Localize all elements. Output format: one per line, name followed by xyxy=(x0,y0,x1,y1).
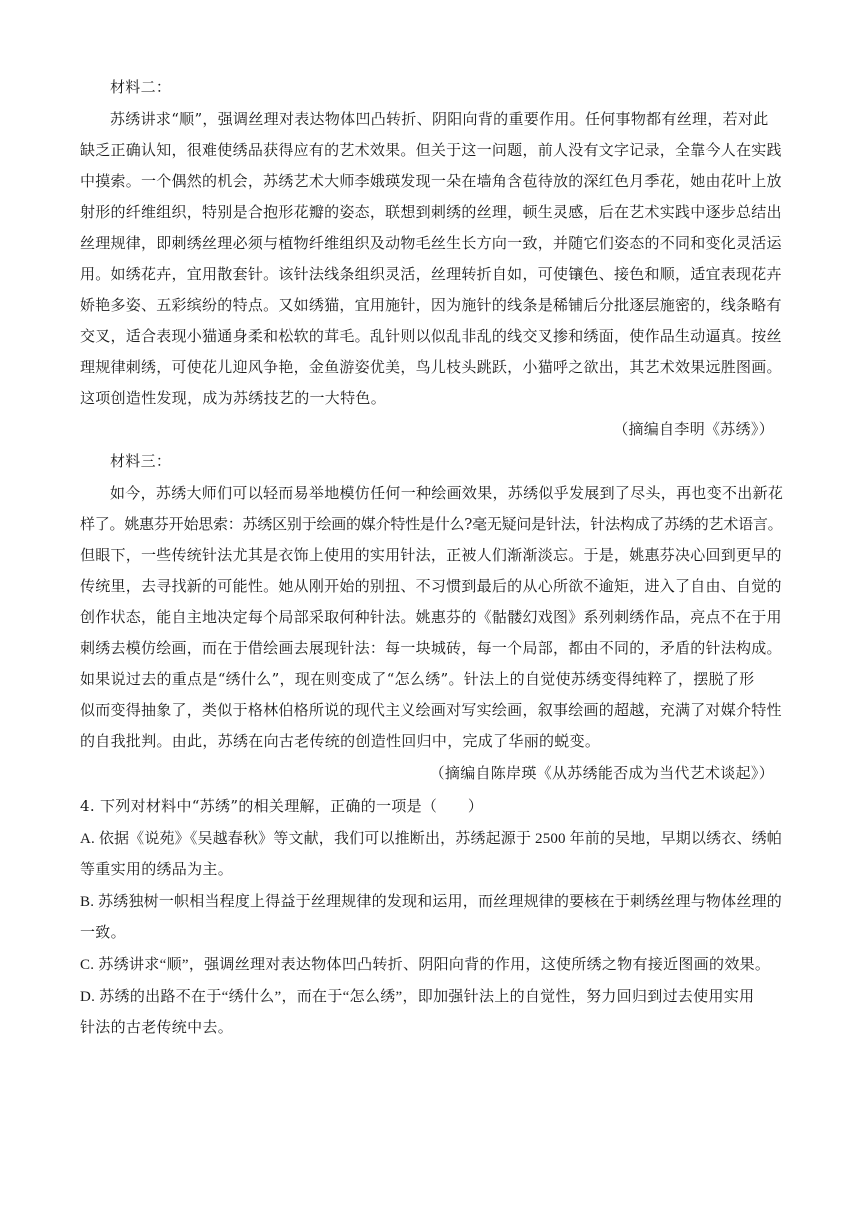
material-2-paragraph-line: 缺乏正确认知，很难使绣品获得应有的艺术效果。但关于这一问题，前人没有文字记录，全靠今人在实践 xyxy=(80,141,782,159)
material-2-heading: 材料二： xyxy=(110,78,172,96)
material-3-paragraph-line: 传统里，去寻找新的可能性。她从刚开始的别扭、不习惯到最后的从心所欲不逾矩，进入了自由、自觉的 xyxy=(80,577,782,595)
option-c-line: C. 苏绣讲求“顺”，强调丝理对表达物体凹凸转折、阴阳向背的作用，这使所绣之物有接近图画的效果。 xyxy=(80,957,771,973)
material-3-paragraph-line: 但眼下，一些传统针法尤其是衣饰上使用的实用针法，正被人们渐渐淡忘。于是，姚惠芬决心回到更早的 xyxy=(80,546,782,564)
material-3-paragraph-line: 创作状态，能自主地决定每个局部采取何种针法。姚惠芬的《骷髅幻戏图》系列刺绣作品，亮点不在于用 xyxy=(80,608,782,626)
material-3-paragraph-line: 如今，苏绣大师们可以轻而易举地模仿任何一种绘画效果，苏绣似乎发展到了尽头，再也变不出新花 xyxy=(110,484,784,502)
material-2-paragraph-line: 娇艳多姿、五彩缤纷的特点。又如绣猫，宜用施针，因为施针的线条是稀铺后分批逐层施密的，线条略有 xyxy=(80,296,782,314)
option-a-line: A. 依据《说苑》《吴越春秋》等文献，我们可以推断出，苏绣起源于 2500 年前的吴地，早期以绣衣、绣帕 xyxy=(80,831,782,847)
option-a-line: 等重实用的绣品为主。 xyxy=(80,862,234,878)
option-d-line: D. 苏绣的出路不在于“绣什么”，而在于“怎么绣”，即加强针法上的自觉性，努力回归到过去使用实用 xyxy=(80,989,755,1005)
material-2-paragraph-line: 射形的纤维组织，特别是合抱形花瓣的姿态，联想到刺绣的丝理，顿生灵感，后在艺术实践中逐步总结出 xyxy=(80,203,782,221)
option-b-line: 一致。 xyxy=(80,925,126,941)
material-3-paragraph-line: 似而变得抽象了，类似于格林伯格所说的现代主义绘画对写实绘画，叙事绘画的超越，充满了对媒介特性 xyxy=(80,701,782,719)
option-d-line: 针法的古老传统中去。 xyxy=(80,1020,234,1036)
material-3-paragraph-line: 样了。姚惠芬开始思索：苏绣区别于绘画的媒介特性是什么?毫无疑问是针法，针法构成了苏绣的艺术语言。 xyxy=(80,515,783,533)
material-2-paragraph-line: 理规律刺绣，可使花儿迎风争艳，金鱼游姿优美，鸟儿枝头跳跃，小猫呼之欲出，其艺术效果远胜图画。 xyxy=(80,358,782,376)
material-3-paragraph-line: 的自我批判。由此，苏绣在向古老传统的创造性回归中，完成了华丽的蜕变。 xyxy=(80,732,601,750)
question-stem: 4. 下列对材料中“苏绣”的相关理解，正确的一项是（ ） xyxy=(80,797,484,815)
material-2-paragraph-line: 中摸索。一个偶然的机会，苏绣艺术大师李娥瑛发现一朵在墙角含苞待放的深红色月季花，她由花叶上放 xyxy=(80,172,782,190)
material-2-paragraph-line: 交叉，适合表现小猫通身柔和松软的茸毛。乱针则以似乱非乱的线交叉掺和绣面，使作品生动逼真。按丝 xyxy=(80,327,782,345)
material-3-source: （摘编自陈岸瑛《从苏绣能否成为当代艺术谈起》） xyxy=(429,764,774,782)
material-3-heading: 材料三： xyxy=(110,452,172,470)
material-2-paragraph-line: 苏绣讲求“顺”，强调丝理对表达物体凹凸转折、阴阳向背的重要作用。任何事物都有丝理，若对此 xyxy=(110,110,769,128)
option-b-line: B. 苏绣独树一帜相当程度上得益于丝理规律的发现和运用，而丝理规律的要核在于刺绣丝理与物体丝理的 xyxy=(80,894,782,910)
material-2-paragraph-line: 这项创造性发现，成为苏绣技艺的一大特色。 xyxy=(80,389,387,407)
material-2-paragraph-line: 丝理规律，即刺绣丝理必须与植物纤维组织及动物毛丝生长方向一致，并随它们姿态的不同和变化灵活运 xyxy=(80,234,782,252)
material-2-paragraph-line: 用。如绣花卉，宜用散套针。该针法线条组织灵活，丝理转折自如，可使镶色、接色和顺，适宜表现花卉 xyxy=(80,265,782,283)
material-3-paragraph-line: 如果说过去的重点是“绣什么”，现在则变成了“怎么绣”。针法上的自觉使苏绣变得纯粹了，摆脱了形 xyxy=(80,670,755,688)
material-2-source: （摘编自李明《苏绣》） xyxy=(613,420,774,438)
material-3-paragraph-line: 刺绣去模仿绘画，而在于借绘画去展现针法：每一块城砖，每一个局部，都由不同的，矛盾的针法构成。 xyxy=(80,639,782,657)
